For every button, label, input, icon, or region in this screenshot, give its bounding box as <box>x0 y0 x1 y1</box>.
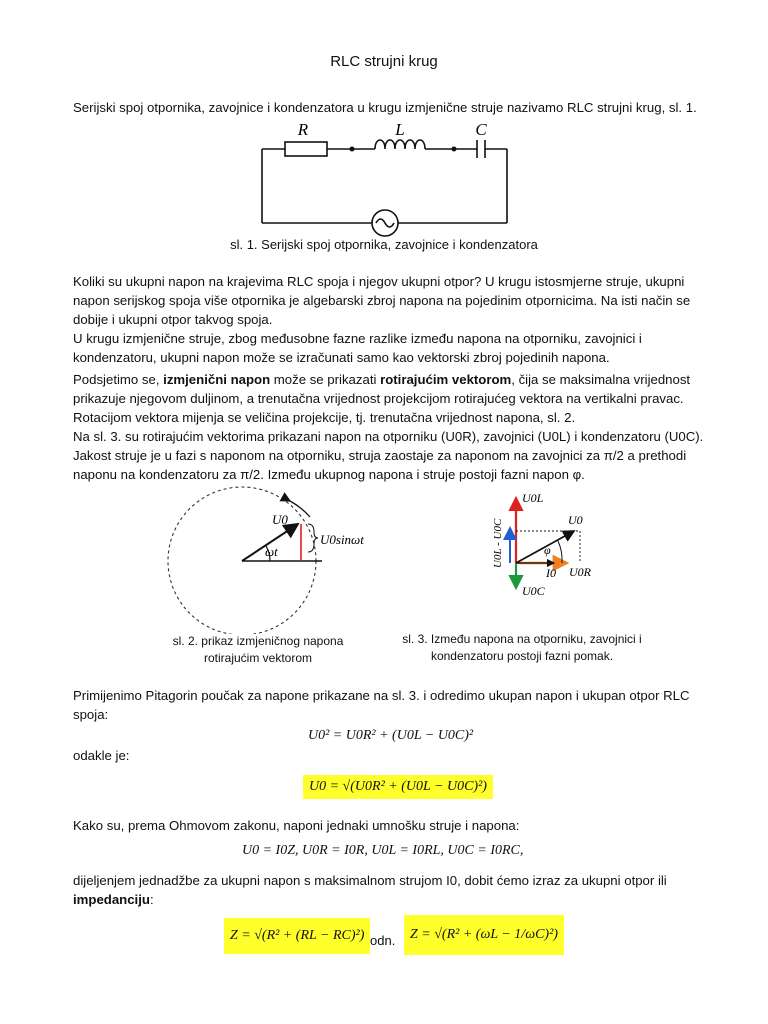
rotating-vector-diagram <box>150 484 390 634</box>
label-u0c: U0C <box>522 584 545 598</box>
page-title: RLC strujni krug <box>330 53 438 70</box>
label-i0: I0 <box>546 566 556 580</box>
figure-3-caption: sl. 3. Između napona na otporniku, zavojnici i kondenzatoru postoji fazni pomak. <box>402 632 642 663</box>
label-u0-total: U0 <box>568 513 583 527</box>
label-angle: ωt <box>265 544 278 559</box>
label-projection: U0sinωt <box>320 532 364 547</box>
equation-ohm: U0 = I0Z, U0R = I0R, U0L = I0RL, U0C = I0RC, <box>242 843 524 858</box>
paragraph-6: dijeljenjem jednadžbe za ukupni napon s maksimalnom strujom I0, dobit ćemo izraz za ukupni otpor ili impedanciju: <box>73 873 667 907</box>
equation-pythagoras: U0² = U0R² + (U0L − U0C)² <box>308 728 474 743</box>
equation-impedance: Z = √(R² + (RL − RC)²) <box>224 918 370 954</box>
label-u0r: U0R <box>569 565 591 579</box>
equation-impedance-omega: Z = √(R² + (ωL − 1/ωC)²) <box>404 915 564 955</box>
label-phi: φ <box>544 543 551 557</box>
figure-1-caption: sl. 1. Serijski spoj otpornika, zavojnice i kondenzatora <box>230 237 538 252</box>
label-u0l: U0L <box>522 491 544 505</box>
intro-paragraph: Serijski spoj otpornika, zavojnice i kondenzatora u krugu izmjenične struje nazivamo RLC strujni krug, sl. 1. <box>73 100 697 115</box>
resistor-symbol <box>285 142 327 156</box>
label-u0l-minus-u0c: U0L - U0C <box>492 518 504 568</box>
paragraph-4: Primijenimo Pitagorin poučak za napone prikazane na sl. 3. i odredimo ukupan napon i ukupan otpor RLC spoja: <box>73 688 690 722</box>
label-r: R <box>297 120 309 139</box>
label-u0: U0 <box>272 512 288 527</box>
phasor-diagram <box>484 488 604 600</box>
label-c: C <box>475 120 487 139</box>
odn-label: odn. <box>370 933 396 948</box>
equation-total-voltage: U0 = √(U0R² + (U0L − U0C)²) <box>303 775 493 799</box>
paragraph-3: Podsjetimo se, izmjenični napon može se prikazati rotirajućim vektorom, čija se maksimalna vrijednost prikazuje njegovom duljinom, a trenutačna vrijednost projekcijom rotirajućeg vektora na vertikalni pravac. Rotacijom vektora mijenja se veličina projekcije, tj. trenutačna vrijednost napona, sl. 2. Na sl. 3. su rotirajućim vektorima prikazani napon na otporniku (U0R), zavojnici (U0L) i kondenzatoru (U0C). Jakost struje je u fazi s naponom na otporniku, struja zaostaje za naponom na zavojnici za π/2 a prethodi naponu na kondenzatoru za π/2. Između ukupnog napona i struje postoji fazni napon φ. <box>73 372 704 482</box>
paragraph-5: Kako su, prema Ohmovom zakonu, naponi jednaki umnošku struje i napona: <box>73 818 520 833</box>
paragraph-2: Koliki su ukupni napon na krajevima RLC spoja i njegov ukupni otpor? U krugu istosmjerne struje, ukupni napon serijskog spoja više otpornika je algebarski zbroj napona na pojedinim otpornicima. Na isti način se dobije i ukupni otpor takvog spoja. U krugu izmjenične struje, zbog međusobne fazne razlike između napona na otporniku, zavojnici i kondenzatoru, ukupni napon može se izračunati samo kao vektorski zbroj pojedinih napona. <box>73 274 691 365</box>
inductor-symbol <box>375 140 425 149</box>
rlc-circuit-diagram <box>255 118 515 240</box>
figure-2-caption: sl. 2. prikaz izmjeničnog napona rotirajućim vektorom <box>172 634 344 665</box>
label-l: L <box>395 120 405 139</box>
odakle-label: odakle je: <box>73 748 130 763</box>
